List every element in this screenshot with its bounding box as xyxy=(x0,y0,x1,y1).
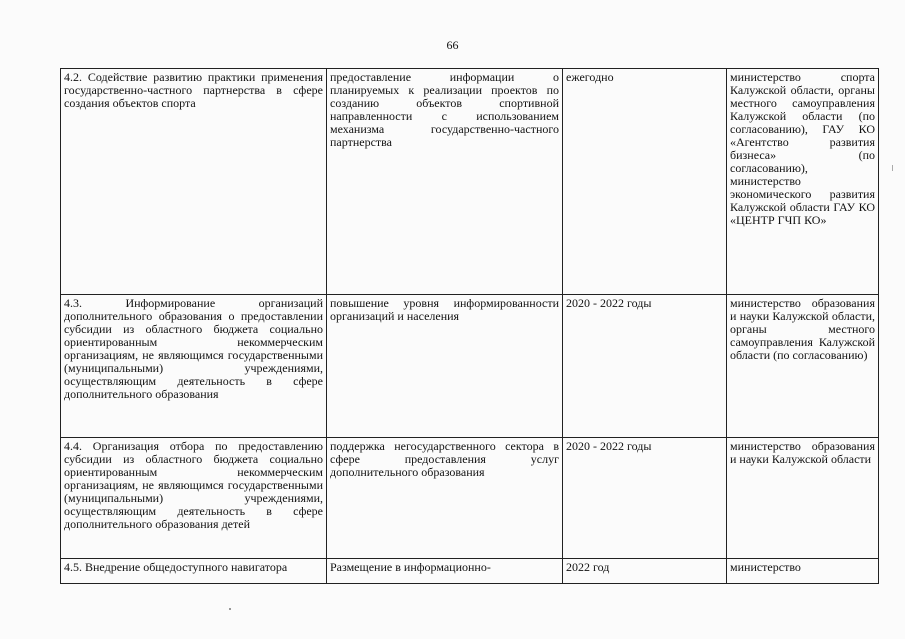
term-cell: 2022 год xyxy=(563,559,727,584)
measures-table xyxy=(60,68,879,584)
scan-speck xyxy=(229,608,231,610)
table-row xyxy=(61,69,879,295)
executor-cell: министерство образования и науки Калужской области, органы местного самоуправления Калужской области (по согласованию) xyxy=(727,295,879,438)
executor-cell: министерство xyxy=(727,559,879,584)
scan-mark xyxy=(892,165,893,171)
term-cell: ежегодно xyxy=(563,69,727,295)
measure-cell: 4.5. Внедрение общедоступного навигатора xyxy=(61,559,327,584)
executor-cell: министерство спорта Калужской области, органы местного самоуправления Калужской области (по согласованию), ГАУ КО «Агентство развития бизнеса» (по согласованию), министерство экономического развития Калужской области ГАУ КО «ЦЕНТР ГЧП КО» xyxy=(727,69,879,295)
result-cell: Размещение в информационно- xyxy=(327,559,563,584)
measure-cell: 4.2. Содействие развитию практики применения государственно-частного партнерства в сфере создания объектов спорта xyxy=(61,69,327,295)
result-cell: поддержка негосударственного сектора в сфере предоставления услуг дополнительного образования xyxy=(327,438,563,559)
measure-cell: 4.3. Информирование организаций дополнительного образования о предоставлении субсидии из областного бюджета социально ориентированным некоммерческим организациям, не являющимся государственными (муниципальными) учреждениями, осуществляющим деятельность в сфере дополнительного образования xyxy=(61,295,327,438)
measure-cell: 4.4. Организация отбора по предоставлению субсидии из областного бюджета социально ориентированным некоммерческим организациям, не являющимся государственными (муниципальными) учреждениями, осуществляющим деятельность в сфере дополнительного образования детей xyxy=(61,438,327,559)
term-cell: 2020 - 2022 годы xyxy=(563,295,727,438)
table-row xyxy=(61,438,879,559)
result-cell: повышение уровня информированности организаций и населения xyxy=(327,295,563,438)
table-row xyxy=(61,559,879,584)
executor-cell: министерство образования и науки Калужской области xyxy=(727,438,879,559)
page-number: 66 xyxy=(446,38,459,52)
table-row xyxy=(61,295,879,438)
term-cell: 2020 - 2022 годы xyxy=(563,438,727,559)
result-cell: предоставление информации о планируемых к реализации проектов по созданию объектов спортивной направленности с использованием механизма государственно-частного партнерства xyxy=(327,69,563,295)
